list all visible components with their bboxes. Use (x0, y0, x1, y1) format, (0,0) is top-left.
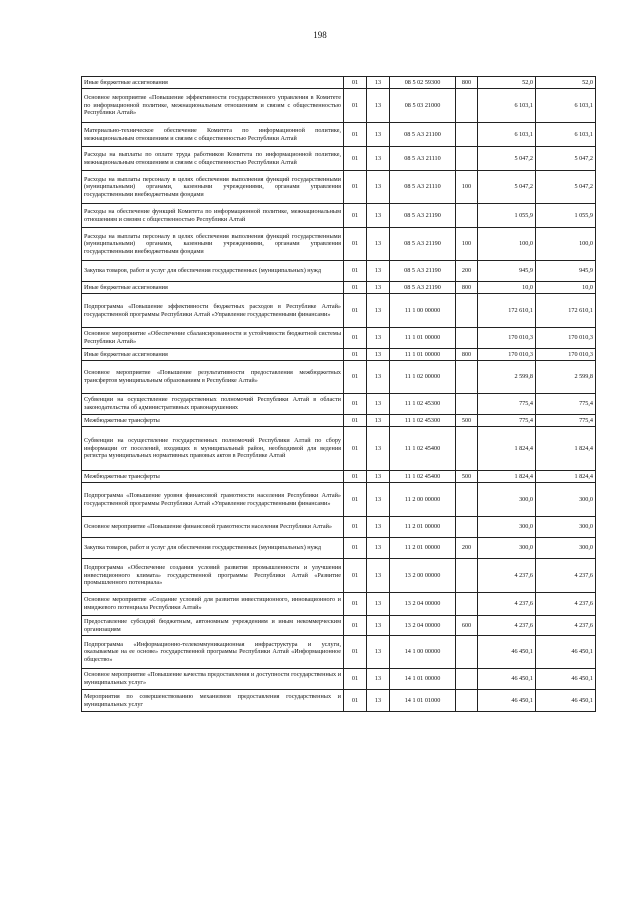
item-subsection: 13 (367, 123, 390, 147)
table-row (82, 204, 596, 228)
item-amount-year1: 5 047,2 (478, 171, 536, 204)
item-expense-type (456, 517, 478, 538)
item-amount-year1: 170 010,3 (478, 328, 536, 349)
item-amount-year1: 5 047,2 (478, 147, 536, 171)
item-name: Основное мероприятие «Повышение результативности предоставления межбюджетных трансфертов муниципальным образованиям в Республике Алтай» (82, 361, 344, 394)
item-amount-year1: 170 010,3 (478, 349, 536, 361)
item-amount-year1: 1 824,4 (478, 471, 536, 483)
table-row (82, 123, 596, 147)
item-subsection: 13 (367, 394, 390, 415)
item-subsection: 13 (367, 282, 390, 294)
item-expense-type (456, 123, 478, 147)
item-name: Основное мероприятие «Создание условий для развития инвестиционного, инновационного и имиджевого потенциала Республики Алтай» (82, 593, 344, 616)
item-section: 01 (344, 294, 367, 328)
table-row (82, 593, 596, 616)
item-section: 01 (344, 616, 367, 636)
item-name: Межбюджетные трансферты (82, 471, 344, 483)
item-section: 01 (344, 427, 367, 471)
item-target-code: 08 5 03 21000 (390, 89, 456, 123)
item-target-code: 11 1 02 45400 (390, 427, 456, 471)
item-target-code: 14 1 00 00000 (390, 636, 456, 669)
table-row (82, 261, 596, 282)
item-expense-type (456, 427, 478, 471)
item-target-code: 14 1 01 00000 (390, 669, 456, 690)
item-amount-year2: 775,4 (536, 394, 596, 415)
item-name: Расходы на выплаты по оплате труда работников Комитета по информационной политике, межнациональным отношениям и связям с общественностью Республики Алтай (82, 147, 344, 171)
item-subsection: 13 (367, 427, 390, 471)
item-expense-type: 800 (456, 77, 478, 89)
item-subsection: 13 (367, 89, 390, 123)
item-section: 01 (344, 538, 367, 559)
table-row (82, 636, 596, 669)
item-name: Иные бюджетные ассигнования (82, 282, 344, 294)
item-target-code: 08 5 02 59300 (390, 77, 456, 89)
item-subsection: 13 (367, 261, 390, 282)
item-target-code: 11 1 00 00000 (390, 294, 456, 328)
item-name: Межбюджетные трансферты (82, 415, 344, 427)
item-expense-type (456, 669, 478, 690)
item-amount-year2: 4 237,6 (536, 593, 596, 616)
item-subsection: 13 (367, 483, 390, 517)
item-section: 01 (344, 228, 367, 261)
item-expense-type: 600 (456, 616, 478, 636)
item-target-code: 08 5 А3 21110 (390, 171, 456, 204)
item-name: Предоставление субсидий бюджетным, автономным учреждениям и иным некоммерческим организациям (82, 616, 344, 636)
item-expense-type (456, 147, 478, 171)
table-row (82, 328, 596, 349)
item-amount-year1: 1 824,4 (478, 427, 536, 471)
item-target-code: 11 2 01 00000 (390, 517, 456, 538)
item-amount-year2: 6 103,1 (536, 89, 596, 123)
item-subsection: 13 (367, 328, 390, 349)
table-row (82, 361, 596, 394)
table-row (82, 228, 596, 261)
item-amount-year2: 775,4 (536, 415, 596, 427)
item-expense-type: 500 (456, 471, 478, 483)
table-row (82, 517, 596, 538)
table-row (82, 415, 596, 427)
item-section: 01 (344, 690, 367, 712)
item-expense-type (456, 483, 478, 517)
item-subsection: 13 (367, 171, 390, 204)
table-row (82, 427, 596, 471)
item-name: Закупка товаров, работ и услуг для обеспечения государственных (муниципальных) нужд (82, 261, 344, 282)
item-amount-year2: 170 010,3 (536, 328, 596, 349)
item-expense-type (456, 559, 478, 593)
item-section: 01 (344, 77, 367, 89)
item-name: Основное мероприятие «Повышение эффективности государственного управления в Комитете по информационной политике, межнациональным отношениям и связям с общественностью Республики Алтай» (82, 89, 344, 123)
item-name: Подпрограмма «Повышение эффективности бюджетных расходов в Республике Алтай» государственной программы Республики Алтай «Управление государственными финансами» (82, 294, 344, 328)
item-target-code: 11 2 00 00000 (390, 483, 456, 517)
table-row (82, 471, 596, 483)
table-row (82, 616, 596, 636)
item-amount-year1: 4 237,6 (478, 559, 536, 593)
item-amount-year2: 300,0 (536, 483, 596, 517)
item-subsection: 13 (367, 471, 390, 483)
item-name: Основное мероприятие «Обеспечение сбалансированности и устойчивости бюджетной системы Республики Алтай» (82, 328, 344, 349)
item-amount-year1: 172 610,1 (478, 294, 536, 328)
item-amount-year2: 5 047,2 (536, 147, 596, 171)
table-row (82, 89, 596, 123)
item-target-code: 13 2 00 00000 (390, 559, 456, 593)
item-amount-year2: 300,0 (536, 517, 596, 538)
item-section: 01 (344, 415, 367, 427)
item-name: Материально-техническое обеспечение Комитета по информационной политике, межнациональным отношениям и связям с общественностью Республики Алтай (82, 123, 344, 147)
item-amount-year1: 775,4 (478, 415, 536, 427)
item-amount-year2: 10,0 (536, 282, 596, 294)
item-target-code: 08 5 А3 21100 (390, 123, 456, 147)
item-expense-type: 100 (456, 228, 478, 261)
item-target-code: 08 5 А3 21190 (390, 282, 456, 294)
item-name: Субвенции на осуществление государственных полномочий Республики Алтай в области законодательства об административных правонарушениях (82, 394, 344, 415)
item-target-code: 13 2 04 00000 (390, 593, 456, 616)
item-amount-year1: 46 450,1 (478, 690, 536, 712)
item-target-code: 08 5 А3 21190 (390, 261, 456, 282)
item-subsection: 13 (367, 147, 390, 171)
item-target-code: 08 5 А3 21190 (390, 228, 456, 261)
item-amount-year2: 4 237,6 (536, 616, 596, 636)
item-amount-year2: 6 103,1 (536, 123, 596, 147)
item-expense-type: 200 (456, 538, 478, 559)
item-name: Субвенции на осуществление государственных полномочий Республики Алтай по сбору информации от поселений, входящих в муниципальный район, необходимой для ведения регистра муниципальных нормативных правовых актов в Республике Алтай (82, 427, 344, 471)
item-target-code: 14 1 01 01000 (390, 690, 456, 712)
item-amount-year2: 4 237,6 (536, 559, 596, 593)
item-target-code: 08 5 А3 21190 (390, 204, 456, 228)
item-amount-year2: 46 450,1 (536, 636, 596, 669)
item-target-code: 08 5 А3 21110 (390, 147, 456, 171)
item-amount-year2: 945,9 (536, 261, 596, 282)
item-section: 01 (344, 328, 367, 349)
item-section: 01 (344, 483, 367, 517)
table-row (82, 483, 596, 517)
item-expense-type (456, 636, 478, 669)
item-expense-type (456, 361, 478, 394)
item-amount-year1: 300,0 (478, 483, 536, 517)
item-expense-type (456, 593, 478, 616)
item-amount-year1: 4 237,6 (478, 616, 536, 636)
item-section: 01 (344, 517, 367, 538)
item-amount-year2: 46 450,1 (536, 669, 596, 690)
item-amount-year2: 100,0 (536, 228, 596, 261)
item-amount-year1: 52,0 (478, 77, 536, 89)
item-section: 01 (344, 171, 367, 204)
item-subsection: 13 (367, 690, 390, 712)
item-amount-year1: 1 055,9 (478, 204, 536, 228)
item-section: 01 (344, 261, 367, 282)
item-target-code: 11 1 01 00000 (390, 349, 456, 361)
item-amount-year1: 46 450,1 (478, 636, 536, 669)
item-amount-year2: 1 824,4 (536, 471, 596, 483)
table-row (82, 690, 596, 712)
item-expense-type: 800 (456, 349, 478, 361)
item-expense-type: 500 (456, 415, 478, 427)
item-name: Подпрограмма «Обеспечение создания условий развития промышленности и улучшения инвестиционного климата» государственной программы Республики Алтай «Развитие промышленного потенциала» (82, 559, 344, 593)
item-section: 01 (344, 89, 367, 123)
item-section: 01 (344, 471, 367, 483)
item-section: 01 (344, 282, 367, 294)
item-amount-year1: 10,0 (478, 282, 536, 294)
item-target-code: 11 1 02 45300 (390, 415, 456, 427)
item-section: 01 (344, 349, 367, 361)
item-name: Иные бюджетные ассигнования (82, 77, 344, 89)
item-amount-year1: 300,0 (478, 538, 536, 559)
item-name: Основное мероприятие «Повышение качества предоставления и доступности государственных и муниципальных услуг» (82, 669, 344, 690)
item-target-code: 11 1 02 00000 (390, 361, 456, 394)
item-subsection: 13 (367, 538, 390, 559)
item-subsection: 13 (367, 669, 390, 690)
item-subsection: 13 (367, 204, 390, 228)
item-subsection: 13 (367, 559, 390, 593)
item-name: Закупка товаров, работ и услуг для обеспечения государственных (муниципальных) нужд (82, 538, 344, 559)
item-name: Подпрограмма «Информационно-телекоммуникационная инфраструктура и услуги, оказываемые на ее основе» государственной программы Республики Алтай «Информационное общество» (82, 636, 344, 669)
table-row (82, 538, 596, 559)
item-section: 01 (344, 559, 367, 593)
item-target-code: 11 2 01 00000 (390, 538, 456, 559)
item-section: 01 (344, 147, 367, 171)
item-subsection: 13 (367, 593, 390, 616)
item-expense-type: 800 (456, 282, 478, 294)
table-row (82, 171, 596, 204)
item-amount-year1: 775,4 (478, 394, 536, 415)
table-row (82, 559, 596, 593)
item-section: 01 (344, 636, 367, 669)
item-subsection: 13 (367, 294, 390, 328)
item-subsection: 13 (367, 517, 390, 538)
item-amount-year1: 4 237,6 (478, 593, 536, 616)
item-amount-year2: 300,0 (536, 538, 596, 559)
item-amount-year1: 2 599,8 (478, 361, 536, 394)
item-subsection: 13 (367, 636, 390, 669)
item-subsection: 13 (367, 228, 390, 261)
item-section: 01 (344, 593, 367, 616)
table-row (82, 669, 596, 690)
table-row (82, 394, 596, 415)
item-amount-year2: 52,0 (536, 77, 596, 89)
item-amount-year2: 172 610,1 (536, 294, 596, 328)
item-amount-year2: 46 450,1 (536, 690, 596, 712)
page-number: 198 (313, 30, 327, 40)
table-row (82, 77, 596, 89)
item-section: 01 (344, 123, 367, 147)
item-name: Мероприятия по совершенствованию механизмов предоставления государственных и муниципальных услуг (82, 690, 344, 712)
table-row (82, 349, 596, 361)
item-name: Иные бюджетные ассигнования (82, 349, 344, 361)
item-amount-year1: 6 103,1 (478, 89, 536, 123)
item-amount-year2: 170 010,3 (536, 349, 596, 361)
item-amount-year2: 2 599,8 (536, 361, 596, 394)
budget-table (81, 76, 596, 712)
item-name: Подпрограмма «Повышение уровня финансовой грамотности населения Республики Алтай» государственной программы Республики Алтай «Управление государственными финансами» (82, 483, 344, 517)
item-target-code: 11 1 01 00000 (390, 328, 456, 349)
table-row (82, 294, 596, 328)
item-amount-year1: 46 450,1 (478, 669, 536, 690)
item-expense-type (456, 690, 478, 712)
item-subsection: 13 (367, 77, 390, 89)
item-subsection: 13 (367, 616, 390, 636)
item-expense-type (456, 204, 478, 228)
item-amount-year1: 300,0 (478, 517, 536, 538)
item-name: Расходы на выплаты персоналу в целях обеспечения выполнения функций государственными (муниципальными) органами, казенными учреждениями, органами управления государственными внебюджетными фондами (82, 171, 344, 204)
item-subsection: 13 (367, 361, 390, 394)
item-target-code: 11 1 02 45300 (390, 394, 456, 415)
table-row (82, 282, 596, 294)
item-section: 01 (344, 361, 367, 394)
item-section: 01 (344, 394, 367, 415)
item-expense-type (456, 294, 478, 328)
item-expense-type (456, 89, 478, 123)
table-row (82, 147, 596, 171)
item-name: Основное мероприятие «Повышение финансовой грамотности населения Республики Алтай» (82, 517, 344, 538)
item-expense-type (456, 394, 478, 415)
budget-table-body (82, 77, 596, 712)
item-section: 01 (344, 204, 367, 228)
item-name: Расходы на обеспечение функций Комитета по информационной политике, межнациональным отношениям и связям с общественностью Республики Алтай (82, 204, 344, 228)
item-subsection: 13 (367, 349, 390, 361)
item-amount-year1: 6 103,1 (478, 123, 536, 147)
item-subsection: 13 (367, 415, 390, 427)
item-amount-year2: 5 047,2 (536, 171, 596, 204)
item-amount-year1: 945,9 (478, 261, 536, 282)
item-amount-year1: 100,0 (478, 228, 536, 261)
item-target-code: 11 1 02 45400 (390, 471, 456, 483)
item-expense-type: 100 (456, 171, 478, 204)
item-expense-type (456, 328, 478, 349)
item-amount-year2: 1 055,9 (536, 204, 596, 228)
item-amount-year2: 1 824,4 (536, 427, 596, 471)
item-target-code: 13 2 04 00000 (390, 616, 456, 636)
item-section: 01 (344, 669, 367, 690)
item-expense-type: 200 (456, 261, 478, 282)
item-name: Расходы на выплаты персоналу в целях обеспечения выполнения функций государственными (муниципальными) органами, казенными учреждениями, органами управления государственными внебюджетными фондами (82, 228, 344, 261)
